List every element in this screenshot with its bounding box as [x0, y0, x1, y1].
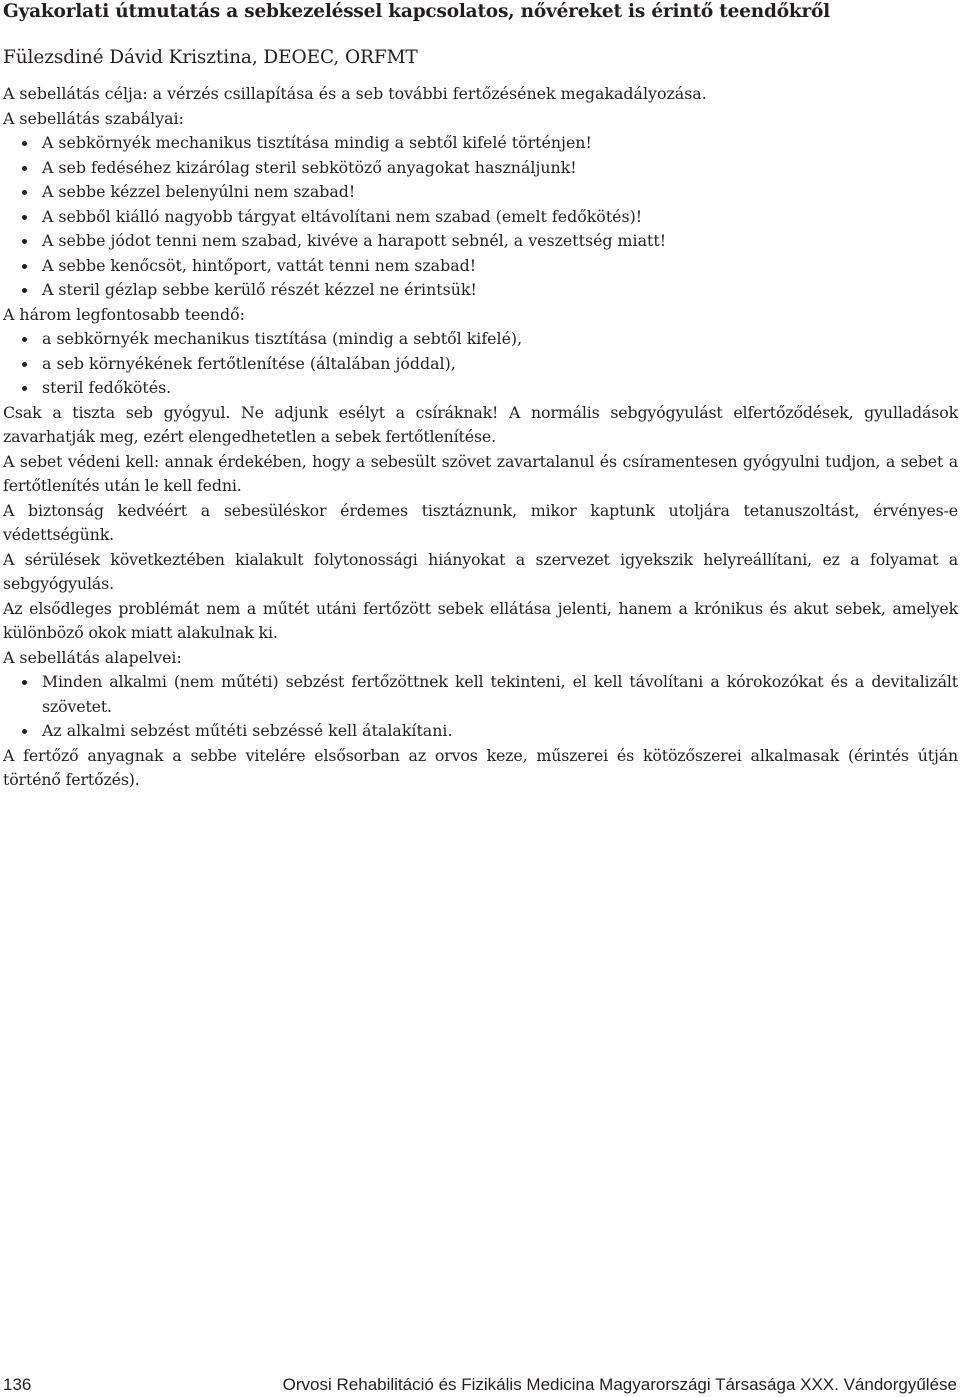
journal-title: Orvosi Rehabilitáció és Fizikális Medicina Magyarországi Társasága XXX. Vándorgyűlése	[282, 1375, 957, 1394]
list-item-text: A sebkörnyék mechanikus tisztítása mindig a sebtől kifelé történjen!	[42, 133, 592, 152]
tasks-heading: A három legfontosabb teendő:	[3, 304, 245, 324]
bullet-icon	[22, 362, 27, 367]
list-item-text: Az alkalmi sebzést műtéti sebzéssé kell átalakítani.	[42, 721, 453, 740]
list-item-text: A sebbe kenőcsöt, hintőport, vattát tenni nem szabad!	[42, 255, 477, 275]
list-item	[3, 131, 958, 156]
list-item-text: A sebbe jódot tenni nem szabad, kivéve a harapott sebnél, a veszettség miatt!	[42, 231, 667, 250]
list-item	[3, 229, 958, 254]
list-item-text: a seb környékének fertőtlenítése (általában jóddal),	[42, 353, 456, 373]
bullet-icon	[22, 190, 27, 195]
list-item-text: A steril gézlap sebbe kerülő részét kézzel ne érintsük!	[42, 280, 477, 299]
bullet-icon	[22, 386, 27, 391]
paragraph: A sebet védeni kell: annak érdekében, hogy a sebesült szövet zavartalanul és csíramentesen gyógyulni tudjon, a sebet a fertőtlenítés után le kell fedni.	[3, 451, 958, 495]
list-item-text: steril fedőkötés.	[42, 378, 172, 397]
paragraph: Az elsődleges problémát nem a műtét utáni fertőzött sebek ellátása jelenti, hanem a krónikus és akut sebek, amelyek különböző okok miatt alakulnak ki.	[3, 598, 958, 642]
article-title: Gyakorlati útmutatás a sebkezeléssel kapcsolatos, nővéreket is érintő teendőkről	[3, 1, 830, 22]
article	[3, 0, 958, 793]
bullet-icon	[22, 141, 27, 146]
purpose-paragraph: A sebellátás célja: a vérzés csillapítása és a seb további fertőzésének megakadályozása.	[3, 84, 707, 103]
bullet-icon	[22, 288, 27, 293]
tasks-list	[3, 327, 958, 401]
list-item	[3, 180, 958, 205]
author-line: Fülezsdiné Dávid Krisztina, DEOEC, ORFMT	[3, 47, 418, 68]
bullet-icon	[22, 337, 27, 342]
article-body	[3, 82, 958, 793]
list-item	[3, 376, 958, 401]
list-item	[3, 719, 958, 744]
paragraph: A biztonság kedvéért a sebesüléskor érdemes tisztáznunk, mikor kaptunk utoljára tetanuszoltást, érvényes-e védettségünk.	[3, 500, 958, 544]
list-item	[3, 352, 958, 377]
list-item	[3, 156, 958, 181]
rules-list	[3, 131, 958, 303]
list-item	[3, 254, 958, 279]
paragraph: A fertőző anyagnak a sebbe vitelére elsősorban az orvos keze, műszerei és kötözőszerei alkalmasak (érintés útján történő fertőzés).	[3, 745, 958, 789]
bullet-icon	[22, 166, 27, 171]
bullet-icon	[22, 264, 27, 269]
list-item-text: A sebbe kézzel belenyúlni nem szabad!	[42, 182, 356, 201]
bullet-icon	[22, 215, 27, 220]
list-item	[3, 670, 958, 719]
paragraph: Csak a tiszta seb gyógyul. Ne adjunk esélyt a csíráknak! A normális sebgyógyulást elfertőződések, gyulladások zavarhatják meg, ezért elengedhetetlen a sebek fertőtlenítése.	[3, 402, 958, 446]
bullet-icon	[22, 680, 27, 685]
list-item-text: Minden alkalmi (nem műtéti) sebzést fertőzöttnek kell tekinteni, el kell távolítani a kórokozókat és a devitalizált szövetet.	[42, 672, 958, 716]
list-item	[3, 327, 958, 352]
bullet-icon	[22, 729, 27, 734]
bullet-icon	[22, 239, 27, 244]
list-item-text: A seb fedéséhez kizárólag steril sebkötöző anyagokat használjunk!	[42, 157, 577, 177]
list-item	[3, 278, 958, 303]
list-item-text: A sebből kiálló nagyobb tárgyat eltávolítani nem szabad (emelt fedőkötés)!	[42, 206, 643, 226]
principles-list	[3, 670, 958, 744]
list-item-text: a sebkörnyék mechanikus tisztítása (mindig a sebtől kifelé),	[42, 329, 523, 348]
list-item	[3, 205, 958, 230]
rules-heading: A sebellátás szabályai:	[3, 108, 184, 128]
paragraph: A sérülések következtében kialakult folytonossági hiányokat a szervezet igyekszik helyreállítani, ez a folyamat a sebgyógyulás.	[3, 549, 958, 593]
page-number: 136	[3, 1375, 32, 1394]
principles-heading: A sebellátás alapelvei:	[3, 647, 182, 667]
